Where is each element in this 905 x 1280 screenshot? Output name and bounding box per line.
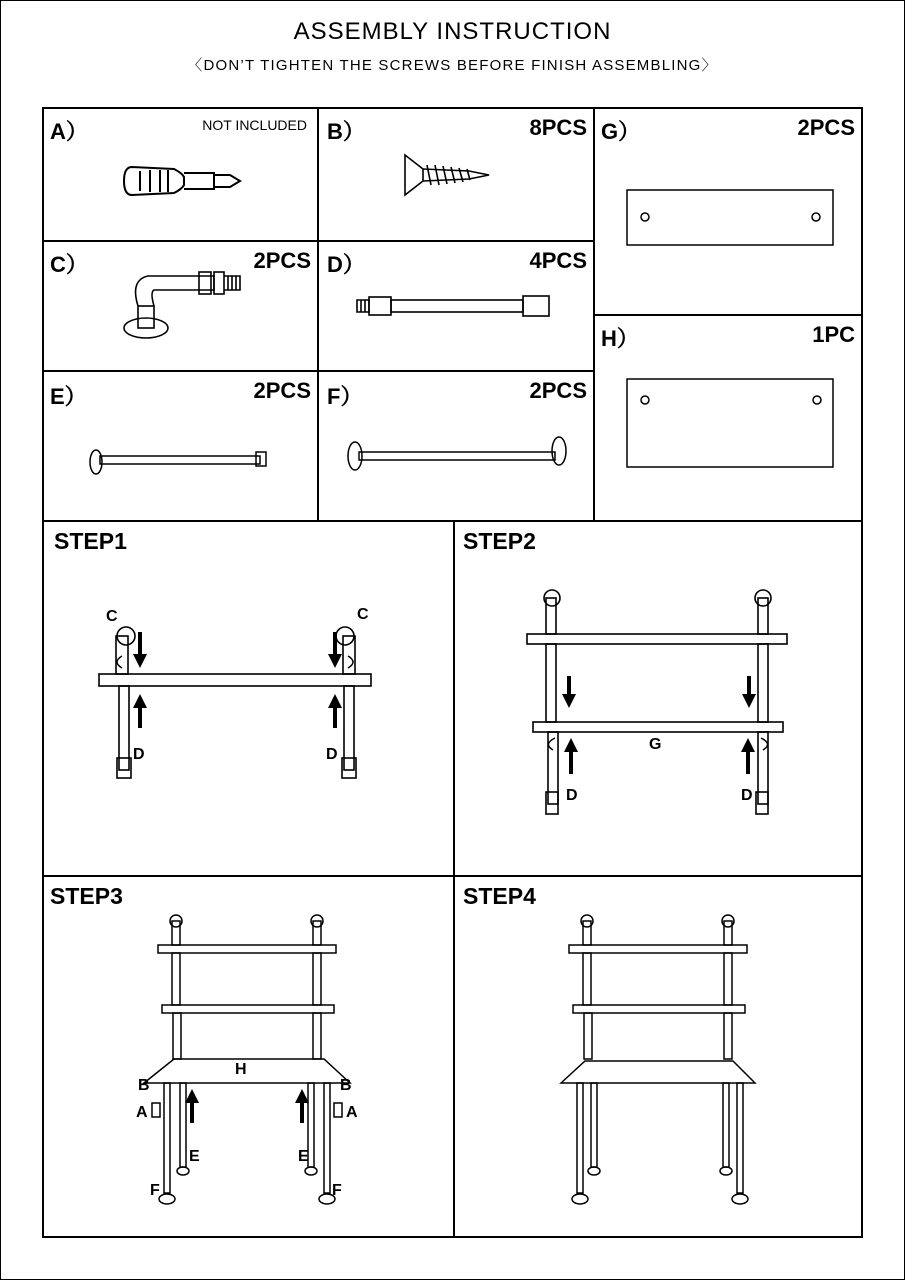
step3-title: STEP3 [50, 883, 123, 909]
part-g-label: G） [601, 119, 641, 144]
part-c-cell [42, 240, 319, 372]
part-f-cell [317, 370, 595, 522]
step3-tag-b-left: B [138, 1077, 150, 1094]
part-b-label: B） [327, 119, 365, 144]
part-c-qty: 2PCS [253, 248, 311, 273]
step3-illustration [44, 877, 457, 1240]
step3-tag-b-right: B [340, 1077, 352, 1094]
step1-tag-d-right: D [326, 746, 338, 763]
wood-screw-icon [319, 109, 597, 244]
part-d-label: D） [327, 252, 365, 277]
part-e-qty: 2PCS [253, 378, 311, 403]
part-f-qty: 2PCS [529, 378, 587, 403]
elbow-flange-pipe-icon [44, 242, 321, 374]
step4-panel [453, 875, 863, 1238]
part-b-cell [317, 107, 595, 242]
step3-tag-a-right: A [346, 1104, 358, 1121]
short-board-icon [595, 109, 865, 318]
step2-tag-d-left: D [566, 787, 578, 804]
part-b-qty: 8PCS [529, 115, 587, 140]
part-e-label: E） [50, 384, 87, 409]
part-h-label: H） [601, 326, 639, 351]
step2-illustration [455, 522, 865, 879]
step3-tag-a-left: A [136, 1104, 148, 1121]
short-leg-pipe-icon [44, 372, 321, 524]
step1-tag-c-right: C [357, 606, 369, 623]
step2-title: STEP2 [463, 528, 536, 554]
page-subtitle: 〈DON’T TIGHTEN THE SCREWS BEFORE FINISH ASSEMBLING〉 [187, 57, 718, 74]
step3-tag-e-left: E [189, 1148, 200, 1165]
part-h-qty: 1PC [812, 322, 855, 347]
part-a-cell [42, 107, 319, 242]
long-leg-pipe-icon [319, 372, 597, 524]
step3-tag-h: H [235, 1061, 247, 1078]
part-a-label: A） [50, 119, 88, 144]
step1-illustration [44, 522, 457, 879]
part-g-cell [593, 107, 863, 316]
step1-tag-c-left: C [106, 608, 118, 625]
step3-tag-f-right: F [332, 1182, 342, 1199]
part-d-qty: 4PCS [529, 248, 587, 273]
desk-board-icon [595, 316, 865, 524]
part-e-cell [42, 370, 319, 522]
step2-tag-g: G [649, 736, 662, 753]
part-f-label: F） [327, 384, 363, 409]
step3-panel [42, 875, 455, 1238]
part-d-cell [317, 240, 595, 372]
step1-tag-d-left: D [133, 746, 145, 763]
page-title: ASSEMBLY INSTRUCTION [293, 18, 612, 45]
part-c-label: C） [50, 252, 88, 277]
step4-illustration [455, 877, 865, 1240]
step1-panel [42, 520, 455, 877]
step3-tag-f-left: F [150, 1182, 160, 1199]
part-a-note: NOT INCLUDED [202, 117, 307, 133]
step2-panel [453, 520, 863, 877]
part-h-cell [593, 314, 863, 522]
step3-tag-e-right: E [298, 1148, 309, 1165]
step4-title: STEP4 [463, 883, 536, 909]
step1-title: STEP1 [54, 528, 127, 554]
screwdriver-icon [44, 109, 321, 244]
part-g-qty: 2PCS [797, 115, 855, 140]
step2-tag-d-right: D [741, 787, 753, 804]
long-pipe-icon [319, 242, 597, 374]
